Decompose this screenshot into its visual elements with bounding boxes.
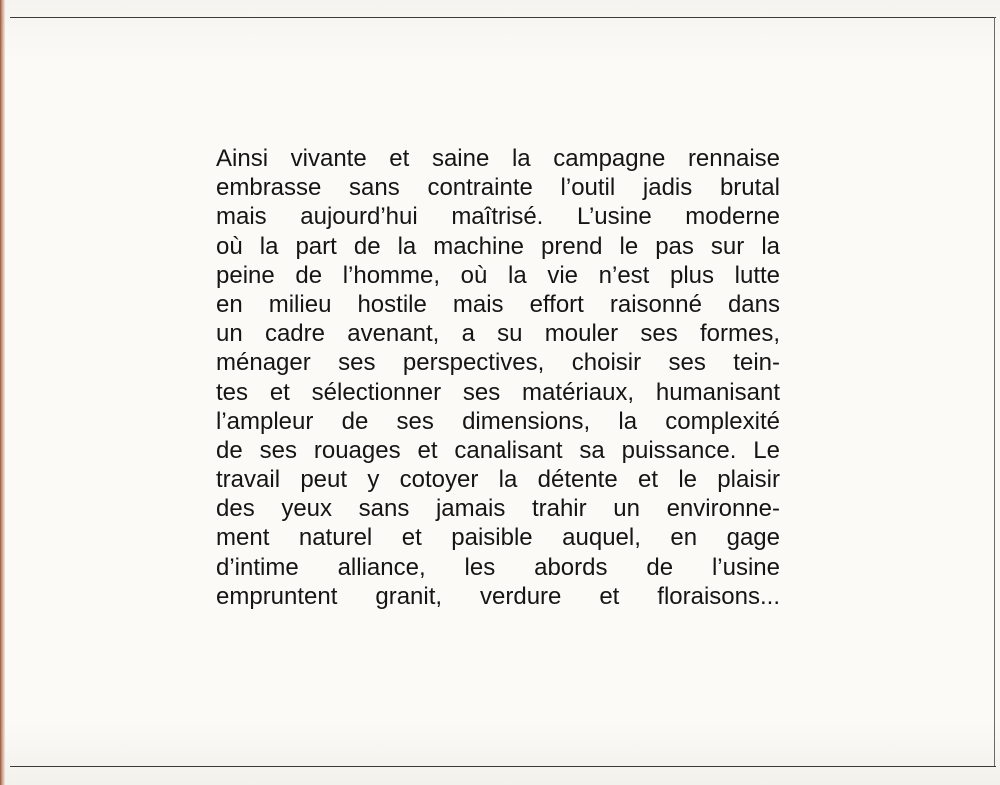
paragraph-line: ment naturel et paisible auquel, en gage [216,524,780,552]
paragraph-line: mais aujourd’hui maîtrisé. L’usine moderne [216,203,780,231]
paragraph-line: un cadre avenant, a su mouler ses formes, [216,320,780,348]
paragraph-line: des yeux sans jamais trahir un environne- [216,495,780,523]
paragraph-line: tes et sélectionner ses matériaux, humanisant [216,378,780,406]
paragraph-line: de ses rouages et canalisant sa puissance. Le [216,436,780,464]
right-rule [994,17,995,767]
paragraph-line: embrasse sans contrainte l’outil jadis brutal [216,174,780,202]
paragraph-line: l’ampleur de ses dimensions, la complexité [216,407,780,435]
paragraph-line: ménager ses perspectives, choisir ses tein- [216,349,780,377]
paragraph-line: Ainsi vivante et saine la campagne rennaise [216,145,780,172]
bottom-rule [10,766,996,767]
top-rule [10,17,996,18]
paragraph-line: en milieu hostile mais effort raisonné dans [216,290,780,318]
paragraph-line: où la part de la machine prend le pas sur la [216,232,780,260]
paragraph-line: travail peut y cotoyer la détente et le plaisir [216,466,780,494]
paragraph-line: d’intime alliance, les abords de l’usine [216,553,780,581]
paragraph-line: empruntent granit, verdure et floraisons... [216,582,780,610]
paragraph-line: peine de l’homme, où la vie n’est plus lutte [216,261,780,289]
body-paragraph [216,144,780,611]
scan-edge [0,0,5,785]
